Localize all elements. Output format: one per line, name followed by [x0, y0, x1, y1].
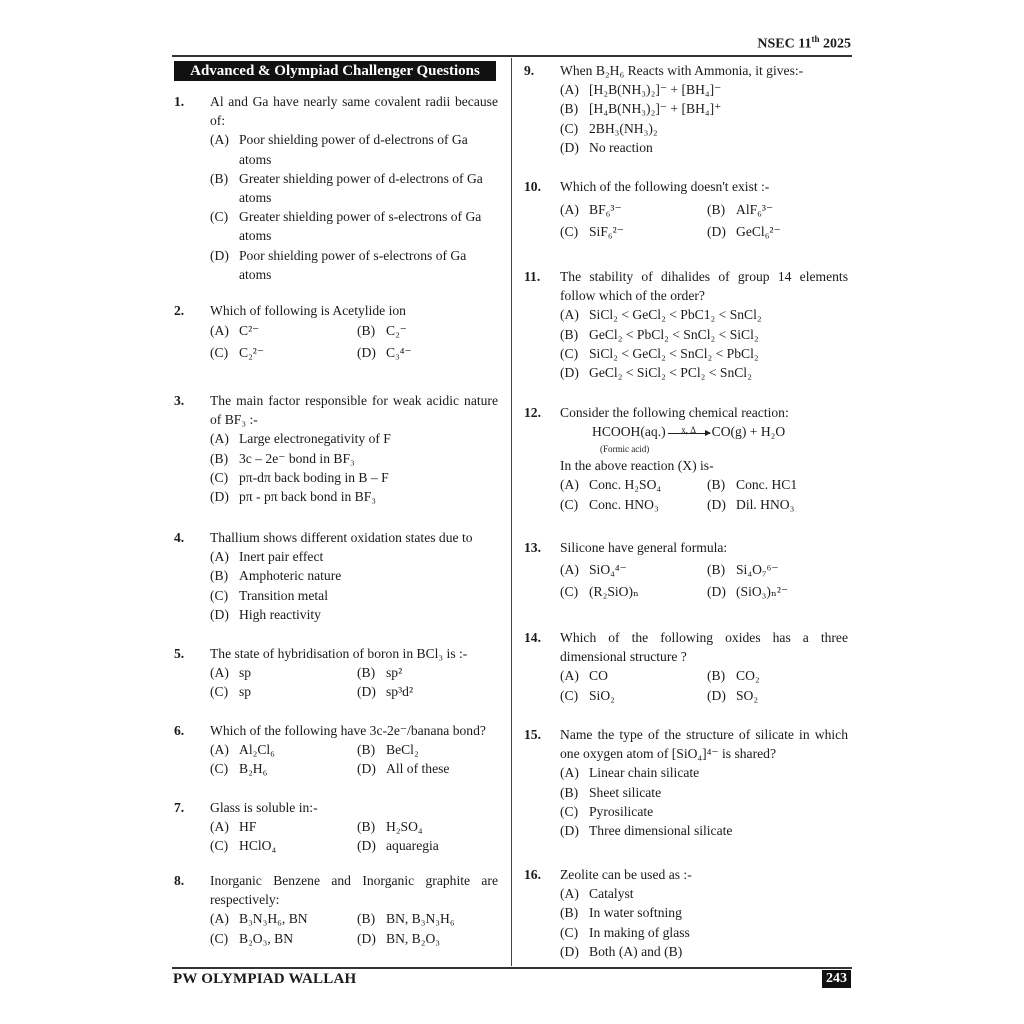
- option-text: aquaregia: [386, 838, 439, 854]
- option-label: (D): [357, 930, 376, 946]
- option-c[interactable]: [560, 802, 848, 821]
- option-a[interactable]: [560, 666, 707, 685]
- option-d[interactable]: [357, 759, 504, 778]
- option-label: (B): [357, 742, 376, 758]
- option-label: (B): [707, 202, 726, 218]
- question-10: [524, 177, 848, 243]
- question-number: 2.: [174, 303, 185, 318]
- option-label: (B): [560, 784, 579, 800]
- question-text: Al and Ga have nearly same covalent radii because of:: [210, 94, 498, 129]
- option-label: (C): [210, 838, 229, 854]
- option-text: B₂O₃, BN: [239, 930, 294, 946]
- exam-tag-suffix: 2025: [819, 36, 851, 52]
- reactant: HCOOH(aq.): [592, 424, 666, 440]
- option-text: SiO₄⁴⁻: [589, 562, 627, 578]
- option-label: (A): [560, 477, 579, 493]
- option-label: (B): [707, 668, 726, 684]
- option-text: No reaction: [589, 139, 653, 155]
- option-label: (D): [357, 838, 376, 854]
- option-label: (B): [357, 665, 376, 681]
- option-text: Dil. HNO₃: [736, 496, 795, 512]
- option-d[interactable]: [357, 342, 504, 364]
- option-b[interactable]: [560, 325, 848, 344]
- option-text: B₃N₃H₆, BN: [239, 911, 308, 927]
- option-label: (B): [357, 323, 376, 339]
- reaction-arrow-icon: [668, 424, 710, 435]
- option-text: Poor shielding power of s-electrons of Ga atoms: [239, 247, 467, 282]
- option-text: CO₂: [736, 668, 760, 684]
- option-text: SO₂: [736, 687, 759, 703]
- option-label: (A): [210, 549, 229, 565]
- option-text: GeCl₆²⁻: [736, 224, 781, 240]
- option-text: pπ - pπ back bond in BF₃: [239, 489, 377, 505]
- option-text: Poor shielding power of d-electrons of Ga atoms: [239, 132, 468, 167]
- option-a[interactable]: [560, 80, 848, 99]
- option-label: (D): [357, 761, 376, 777]
- option-label: (B): [707, 562, 726, 578]
- option-label: (B): [560, 101, 579, 117]
- reaction-equation: [592, 422, 848, 456]
- option-text: [H₄B(NH₃)₂]⁻ + [BH₄]⁺: [589, 101, 722, 117]
- option-d[interactable]: [707, 686, 854, 705]
- question-12: [524, 403, 848, 514]
- question-text: Thallium shows different oxidation states due to: [210, 530, 473, 545]
- option-text: BN, B₂O₃: [386, 930, 441, 946]
- option-label: (A): [210, 132, 229, 148]
- option-a[interactable]: [210, 130, 498, 168]
- option-text: Conc. H₂SO₄: [589, 477, 662, 493]
- option-label: (B): [210, 568, 229, 584]
- option-text: High reactivity: [239, 606, 321, 622]
- option-label: (C): [210, 469, 229, 485]
- option-text: C₂²⁻: [239, 345, 265, 361]
- option-text: SiCl₂ < GeCl₂ < SnCl₂ < PbCl₂: [589, 345, 759, 361]
- question-7: [174, 798, 498, 856]
- option-label: (D): [560, 365, 579, 381]
- option-label: (C): [560, 224, 579, 240]
- option-label: (D): [210, 247, 229, 263]
- reactant-label: (Formic acid): [600, 444, 650, 455]
- option-text: Al₂Cl₆: [239, 742, 275, 758]
- option-label: (A): [560, 886, 579, 902]
- option-text: C₃⁴⁻: [386, 345, 412, 361]
- option-d[interactable]: [560, 363, 848, 382]
- option-label: (D): [210, 489, 229, 505]
- question-text: Which of the following oxides has a three dimensional structure ?: [560, 630, 848, 665]
- option-text: CO: [589, 668, 608, 684]
- option-label: (D): [357, 684, 376, 700]
- option-b[interactable]: [560, 783, 848, 802]
- option-d[interactable]: [707, 495, 854, 514]
- option-a[interactable]: [560, 305, 848, 324]
- option-text: C₂⁻: [386, 323, 407, 339]
- option-c[interactable]: [210, 468, 498, 487]
- option-a[interactable]: [210, 320, 357, 342]
- reaction-condition: x, Δ: [681, 424, 697, 435]
- option-b[interactable]: [707, 475, 854, 494]
- option-text: Large electronegativity of F: [239, 431, 391, 447]
- question-text: Name the type of the structure of silicate in which one oxygen atom of [SiO₄]⁴⁻ is shared?: [560, 727, 848, 762]
- question-text: Consider the following chemical reaction:: [560, 405, 789, 420]
- option-c[interactable]: [560, 581, 707, 603]
- option-d[interactable]: [707, 581, 854, 603]
- question-text: Which of following is Acetylide ion: [210, 303, 406, 318]
- question-number: 6.: [174, 723, 185, 738]
- option-c[interactable]: [210, 586, 498, 605]
- option-label: (C): [210, 930, 229, 946]
- question-text: Glass is soluble in:-: [210, 800, 318, 815]
- option-d[interactable]: [357, 929, 504, 948]
- question-8: [174, 871, 498, 948]
- option-text: B₂H₆: [239, 761, 268, 777]
- question-number: 15.: [524, 727, 541, 742]
- question-13: [524, 538, 848, 603]
- option-b[interactable]: [210, 169, 498, 207]
- question-15: [524, 725, 848, 840]
- column-divider: [511, 58, 512, 966]
- question-number: 8.: [174, 873, 185, 888]
- question-number: 13.: [524, 540, 541, 555]
- option-a[interactable]: [210, 429, 498, 448]
- option-label: (A): [560, 82, 579, 98]
- option-label: (A): [560, 562, 579, 578]
- option-label: (B): [560, 326, 579, 342]
- option-d[interactable]: [210, 246, 498, 284]
- question-text: Which of the following have 3c-2e⁻/banana bond?: [210, 723, 486, 738]
- question-text: When B₂H₆ Reacts with Ammonia, it gives:-: [560, 63, 804, 78]
- option-b[interactable]: [560, 99, 848, 118]
- option-label: (C): [560, 496, 579, 512]
- option-c[interactable]: [560, 119, 848, 138]
- option-b[interactable]: [357, 817, 504, 836]
- question-16: [524, 865, 848, 961]
- option-a[interactable]: [210, 909, 357, 928]
- option-text: [H₂B(NH₃)₂]⁻ + [BH₄]⁻: [589, 82, 722, 98]
- option-label: (C): [210, 684, 229, 700]
- option-text: BeCl₂: [386, 742, 419, 758]
- option-text: All of these: [386, 761, 450, 777]
- option-label: (C): [210, 345, 229, 361]
- option-text: BN, B₃N₃H₆: [386, 911, 455, 927]
- option-text: Amphoteric nature: [239, 568, 342, 584]
- option-b[interactable]: [357, 663, 504, 682]
- option-d[interactable]: [707, 221, 854, 243]
- question-11: [524, 267, 848, 382]
- question-text: Zeolite can be used as :-: [560, 867, 692, 882]
- question-text: Which of the following doesn't exist :-: [560, 179, 770, 194]
- option-text: Both (A) and (B): [589, 943, 683, 959]
- question-text: The stability of dihalides of group 14 elements follow which of the order?: [560, 269, 848, 304]
- option-label: (D): [560, 139, 579, 155]
- option-a[interactable]: [560, 884, 848, 903]
- question-5: [174, 644, 498, 702]
- question-4: [174, 528, 498, 624]
- option-text: Greater shielding power of s-electrons of Ga atoms: [239, 209, 482, 244]
- option-text: GeCl₂ < SiCl₂ < PCl₂ < SnCl₂: [589, 365, 752, 381]
- option-text: BF₆³⁻: [589, 202, 622, 218]
- option-b[interactable]: [210, 449, 498, 468]
- option-label: (A): [210, 431, 229, 447]
- option-text: Three dimensional silicate: [589, 823, 733, 839]
- option-b[interactable]: [357, 740, 504, 759]
- option-label: (C): [560, 120, 579, 136]
- option-text: Catalyst: [589, 886, 634, 902]
- option-label: (D): [560, 943, 579, 959]
- option-text: Greater shielding power of d-electrons of Ga atoms: [239, 170, 483, 206]
- option-label: (C): [210, 209, 229, 225]
- option-text: Conc. HNO₃: [589, 496, 659, 512]
- option-label: (C): [560, 687, 579, 703]
- option-text: 2BH₃(NH₃)₂: [589, 120, 658, 136]
- option-text: SiF₆²⁻: [589, 224, 624, 240]
- question-subtext: In the above reaction (X) is-: [560, 458, 714, 474]
- product: CO(g) + H₂O: [711, 424, 786, 440]
- question-number: 4.: [174, 530, 185, 545]
- option-a[interactable]: [210, 817, 357, 836]
- option-d[interactable]: [560, 821, 848, 840]
- option-label: (B): [210, 450, 229, 466]
- option-b[interactable]: [707, 666, 854, 685]
- option-c[interactable]: [560, 686, 707, 705]
- question-number: 16.: [524, 867, 541, 882]
- option-d[interactable]: [210, 605, 498, 624]
- option-d[interactable]: [560, 942, 848, 961]
- option-b[interactable]: [707, 559, 854, 581]
- option-a[interactable]: [560, 559, 707, 581]
- option-label: (C): [560, 924, 579, 940]
- option-label: (C): [210, 761, 229, 777]
- question-6: [174, 721, 498, 779]
- question-14: [524, 628, 848, 705]
- question-number: 3.: [174, 393, 185, 408]
- option-text: sp: [239, 684, 252, 700]
- option-d[interactable]: [357, 682, 504, 701]
- option-text: GeCl₂ < PbCl₂ < SnCl₂ < SiCl₂: [589, 326, 759, 342]
- page-number: 243: [822, 970, 851, 988]
- question-3: [174, 391, 498, 506]
- option-c[interactable]: [560, 923, 848, 942]
- option-text: (SiO₃)ₙ²⁻: [736, 584, 789, 600]
- question-text: The state of hybridisation of boron in BCl₃ is :-: [210, 646, 468, 661]
- question-text: Silicone have general formula:: [560, 540, 728, 555]
- option-b[interactable]: [357, 909, 504, 928]
- option-b[interactable]: [560, 903, 848, 922]
- option-a[interactable]: [210, 547, 498, 566]
- option-label: (A): [560, 202, 579, 218]
- option-text: sp²: [386, 665, 403, 681]
- option-label: (D): [707, 224, 726, 240]
- option-label: (A): [210, 911, 229, 927]
- option-text: Sheet silicate: [589, 784, 662, 800]
- option-label: (B): [707, 477, 726, 493]
- footer-brand: PW OLYMPIAD WALLAH: [173, 971, 357, 987]
- option-text: pπ-dπ back boding in B – F: [239, 469, 389, 485]
- question-number: 10.: [524, 179, 541, 194]
- question-number: 7.: [174, 800, 185, 815]
- option-a[interactable]: [210, 740, 357, 759]
- option-b[interactable]: [210, 566, 498, 585]
- exam-tag: [757, 34, 851, 53]
- option-d[interactable]: [210, 487, 498, 506]
- option-text: 3c – 2e⁻ bond in BF₃: [239, 450, 355, 466]
- option-label: (B): [560, 905, 579, 921]
- option-c[interactable]: [560, 344, 848, 363]
- option-c[interactable]: [210, 342, 357, 364]
- exam-tag-sup: th: [811, 34, 820, 44]
- footer-rule: [172, 967, 852, 969]
- question-9: [524, 61, 848, 157]
- option-a[interactable]: [560, 763, 848, 782]
- question-text: Inorganic Benzene and Inorganic graphite are respectively:: [210, 873, 498, 908]
- option-d[interactable]: [560, 138, 848, 157]
- option-c[interactable]: [210, 929, 357, 948]
- option-text: SiCl₂ < GeCl₂ < PbC1₂ < SnCl₂: [589, 307, 762, 323]
- option-label: (B): [357, 911, 376, 927]
- option-label: (C): [560, 803, 579, 819]
- option-label: (A): [560, 668, 579, 684]
- question-number: 11.: [524, 269, 541, 284]
- question-1: [174, 92, 498, 284]
- option-label: (A): [560, 765, 579, 781]
- option-c[interactable]: [210, 759, 357, 778]
- option-text: SiO₂: [589, 687, 615, 703]
- option-text: Linear chain silicate: [589, 765, 700, 781]
- question-number: 12.: [524, 405, 541, 420]
- option-label: (D): [357, 345, 376, 361]
- option-label: (D): [707, 687, 726, 703]
- option-text: Si₄O₇⁶⁻: [736, 562, 779, 578]
- option-text: Pyrosilicate: [589, 803, 654, 819]
- option-text: C²⁻: [239, 323, 260, 339]
- option-text: In making of glass: [589, 924, 690, 940]
- option-d[interactable]: [357, 836, 504, 855]
- question-number: 14.: [524, 630, 541, 645]
- option-label: (A): [210, 665, 229, 681]
- option-text: sp³d²: [386, 684, 414, 700]
- option-label: (A): [210, 323, 229, 339]
- option-label: (D): [707, 584, 726, 600]
- option-text: HClO₄: [239, 838, 277, 854]
- option-label: (C): [560, 584, 579, 600]
- option-label: (D): [707, 496, 726, 512]
- option-label: (D): [560, 823, 579, 839]
- option-c[interactable]: [210, 207, 498, 245]
- option-text: HF: [239, 819, 257, 835]
- option-b[interactable]: [707, 199, 854, 221]
- option-text: Inert pair effect: [239, 549, 324, 565]
- question-number: 5.: [174, 646, 185, 661]
- option-c[interactable]: [210, 836, 357, 855]
- option-a[interactable]: [560, 475, 707, 494]
- option-text: (R₂SiO)ₙ: [589, 584, 639, 600]
- option-text: Conc. HC1: [736, 477, 798, 493]
- question-number: 1.: [174, 94, 185, 109]
- option-text: In water softning: [589, 905, 682, 921]
- option-c[interactable]: [560, 495, 707, 514]
- option-label: (A): [560, 307, 579, 323]
- option-text: Transition metal: [239, 587, 328, 603]
- question-number: 9.: [524, 63, 535, 78]
- section-title: Advanced & Olympiad Challenger Questions: [174, 61, 496, 81]
- option-c[interactable]: [560, 221, 707, 243]
- question-text: The main factor responsible for weak acidic nature of BF₃ :-: [210, 393, 498, 428]
- option-label: (B): [210, 170, 229, 186]
- option-a[interactable]: [560, 199, 707, 221]
- option-text: sp: [239, 665, 252, 681]
- option-label: (A): [210, 819, 229, 835]
- option-label: (A): [210, 742, 229, 758]
- option-label: (C): [210, 587, 229, 603]
- option-c[interactable]: [210, 682, 357, 701]
- question-2: [174, 301, 498, 364]
- header-rule: [172, 55, 852, 57]
- option-a[interactable]: [210, 663, 357, 682]
- option-text: H₂SO₄: [386, 819, 423, 835]
- option-b[interactable]: [357, 320, 504, 342]
- option-text: AlF₆³⁻: [736, 202, 774, 218]
- exam-tag-prefix: NSEC 11: [757, 36, 812, 52]
- option-label: (B): [357, 819, 376, 835]
- option-label: (C): [560, 345, 579, 361]
- option-label: (D): [210, 606, 229, 622]
